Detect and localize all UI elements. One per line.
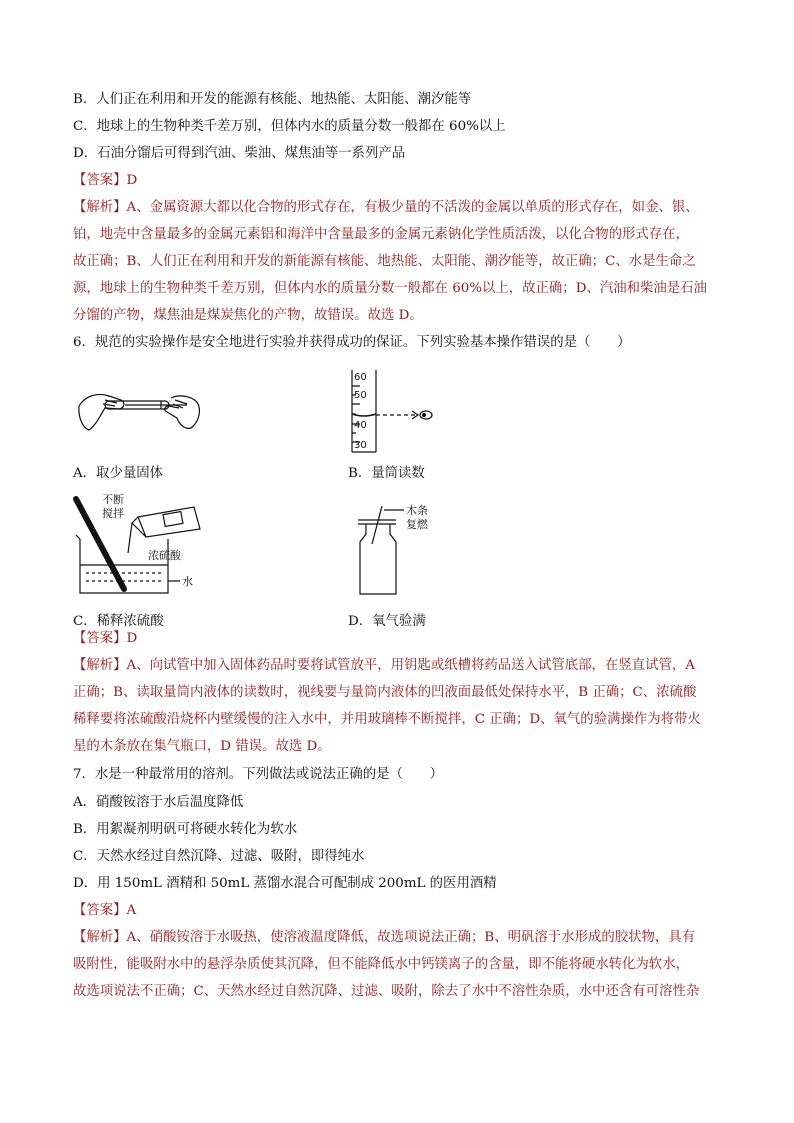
text-line: 【答案】A (73, 903, 137, 918)
text-line: 稀释要将浓硫酸沿烧杯内壁缓慢的注入水中，并用玻璃棒不断搅拌，C 正确；D、氧气的验满操作为将带火 (73, 712, 701, 727)
splint-label-1: 木条 (406, 504, 428, 517)
option-b-label: B．量筒读数 (348, 466, 425, 481)
text-line: A．硝酸铵溶于水后温度降低 (73, 795, 244, 810)
cylinder-tick-60: 60 (354, 372, 367, 383)
cylinder-tick-30: 30 (354, 440, 367, 451)
text-line: 正确；B、读取量筒内液体的读数时，视线要与量筒内液体的凹液面最低处保持水平，B 正确；C、浓硫酸 (73, 685, 697, 700)
figure-b-cylinder (340, 368, 440, 454)
text-line: 6．规范的实验操作是安全地进行实验并获得成功的保证。下列实验基本操作错误的是（ ） (73, 335, 631, 350)
text-line: 【解析】A、向试管中加入固体药品时要将试管放平，用钥匙或纸槽将药品送入试管底部，在竖直试管，A (73, 658, 695, 673)
text-line: D．用 150mL 酒精和 50mL 蒸馏水混合可配制成 200mL 的医用酒精 (73, 876, 497, 891)
text-line: 故选项说法不正确；C、天然水经过自然沉降、过滤、吸附，除去了水中不溶性杂质，水中还含有可溶性杂 (73, 984, 700, 999)
option-a-label: A．取少量固体 (73, 466, 164, 481)
text-line: D．石油分馏后可得到汽油、柴油、煤焦油等一系列产品 (73, 146, 406, 161)
cylinder-tick-40: 40 (354, 420, 367, 431)
stir-label-1: 不断 (102, 493, 124, 506)
stir-label-2: 搅拌 (102, 507, 124, 520)
cylinder-tick-50: 50 (354, 390, 367, 401)
text-line: 7．水是一种最常用的溶剂。下列做法或说法正确的是（ ） (73, 767, 444, 782)
text-line: 【答案】D (73, 173, 138, 188)
text-line: 铂，地壳中含量最多的金属元素铝和海洋中含量最多的金属元素钠化学性质活泼，以化合物的形式存在， (73, 227, 689, 242)
text-line: 故正确；B、人们正在利用和开发的新能源有核能、地热能、太阳能、潮汐能等，故正确；C、水是生命之 (73, 254, 696, 269)
figure-c-dilution (68, 493, 208, 597)
text-line: 【解析】A、硝酸铵溶于水吸热，使溶液温度降低，故选项说法正确；B、明矾溶于水形成的胶状物，具有 (73, 930, 696, 945)
water-label: 水 (182, 575, 193, 588)
text-line: 【答案】D (73, 631, 138, 646)
text-line: B．用絮凝剂明矾可将硬水转化为软水 (73, 822, 298, 837)
text-line: C．天然水经过自然沉降、过滤、吸附，即得纯水 (73, 849, 365, 864)
splint-label-2: 复燃 (406, 518, 428, 531)
figure-d-gas-bottle (352, 502, 442, 598)
text-line: B．人们正在利用和开发的能源有核能、地热能、太阳能、潮汐能等 (73, 92, 472, 107)
text-line: C．地球上的生物种类千差万别，但体内水的质量分数一般都在 60%以上 (73, 119, 506, 134)
text-line: 源，地球上的生物种类千差万别，但体内水的质量分数一般都在 60%以上，故正确；D、汽油和柴油是石油 (73, 281, 707, 296)
acid-label: 浓硫酸 (148, 549, 181, 562)
text-line: 【解析】A、金属资源大都以化合物的形式存在，有极少量的不活泼的金属以单质的形式存在，如金、银、 (73, 200, 699, 215)
text-line: 分馏的产物，煤焦油是煤炭焦化的产物，故错误。故选 D。 (73, 308, 423, 323)
text-line: 吸附性，能吸附水中的悬浮杂质使其沉降，但不能降低水中钙镁离子的含量，即不能将硬水转化为软水， (73, 957, 689, 972)
option-d-label: D．氧气验满 (348, 614, 426, 629)
figure-a-test-tube (75, 378, 205, 444)
option-c-label: C．稀释浓硫酸 (73, 614, 164, 629)
text-line: 星的木条放在集气瓶口，D 错误。故选 D。 (73, 739, 331, 754)
